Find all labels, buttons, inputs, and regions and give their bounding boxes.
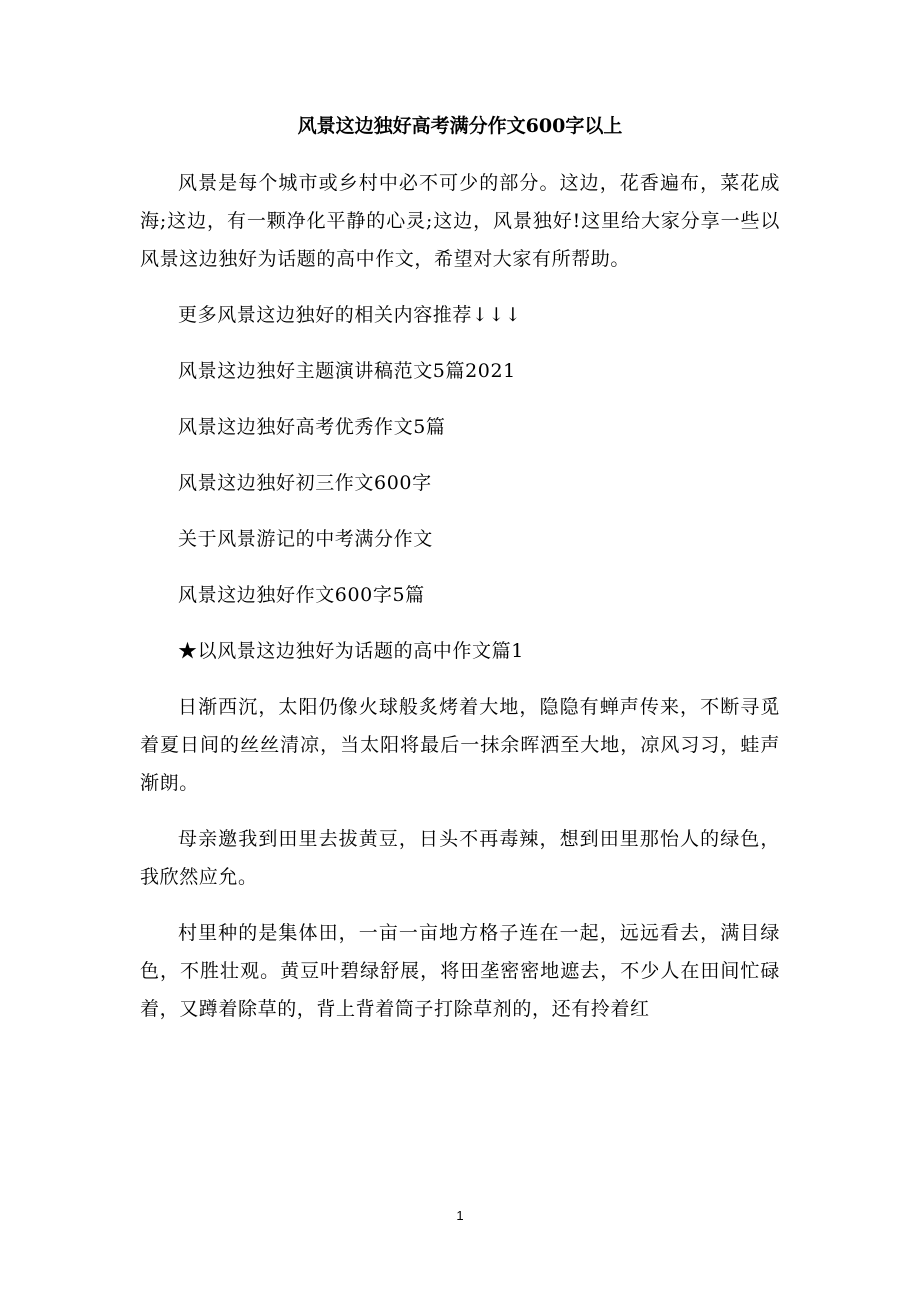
related-link-5[interactable]: 风景这边独好作文600字5篇 — [178, 584, 425, 606]
page-title: 风景这边独好高考满分作文600字以上 — [297, 115, 623, 137]
recommend-line: 更多风景这边独好的相关内容推荐↓↓↓ — [178, 304, 522, 326]
related-link-2[interactable]: 风景这边独好高考优秀作文5篇 — [178, 416, 446, 438]
related-link-3[interactable]: 风景这边独好初三作文600字 — [178, 472, 432, 494]
essay-paragraph: 母亲邀我到田里去拔黄豆，日头不再毒辣，想到田里那怡人的绿色，我欣然应允。 — [140, 828, 780, 888]
related-link-1[interactable]: 风景这边独好主题演讲稿范文5篇2021 — [178, 360, 516, 382]
essay-paragraph: 日渐西沉，太阳仍像火球般炙烤着大地，隐隐有蝉声传来，不断寻觅着夏日间的丝丝清凉，当太阳将最后一抹余晖洒至大地，凉风习习，蛙声渐朗。 — [140, 696, 780, 794]
related-link-4[interactable]: 关于风景游记的中考满分作文 — [178, 528, 433, 550]
essay-paragraph: 村里种的是集体田，一亩一亩地方格子连在一起，远远看去，满目绿色，不胜壮观。黄豆叶碧绿舒展，将田垄密密地遮去，不少人在田间忙碌着，又蹲着除草的，背上背着筒子打除草剂的，还有拎着红 — [140, 922, 780, 1020]
document-body — [140, 164, 780, 1028]
page-number: 1 — [456, 1208, 464, 1223]
intro-paragraph: 风景是每个城市或乡村中必不可少的部分。这边，花香遍布，菜花成海;这边，有一颗净化平静的心灵;这边，风景独好!这里给大家分享一些以风景这边独好为话题的高中作文，希望对大家有所帮助。 — [140, 172, 780, 270]
section-heading: ★以风景这边独好为话题的高中作文篇1 — [178, 640, 524, 662]
